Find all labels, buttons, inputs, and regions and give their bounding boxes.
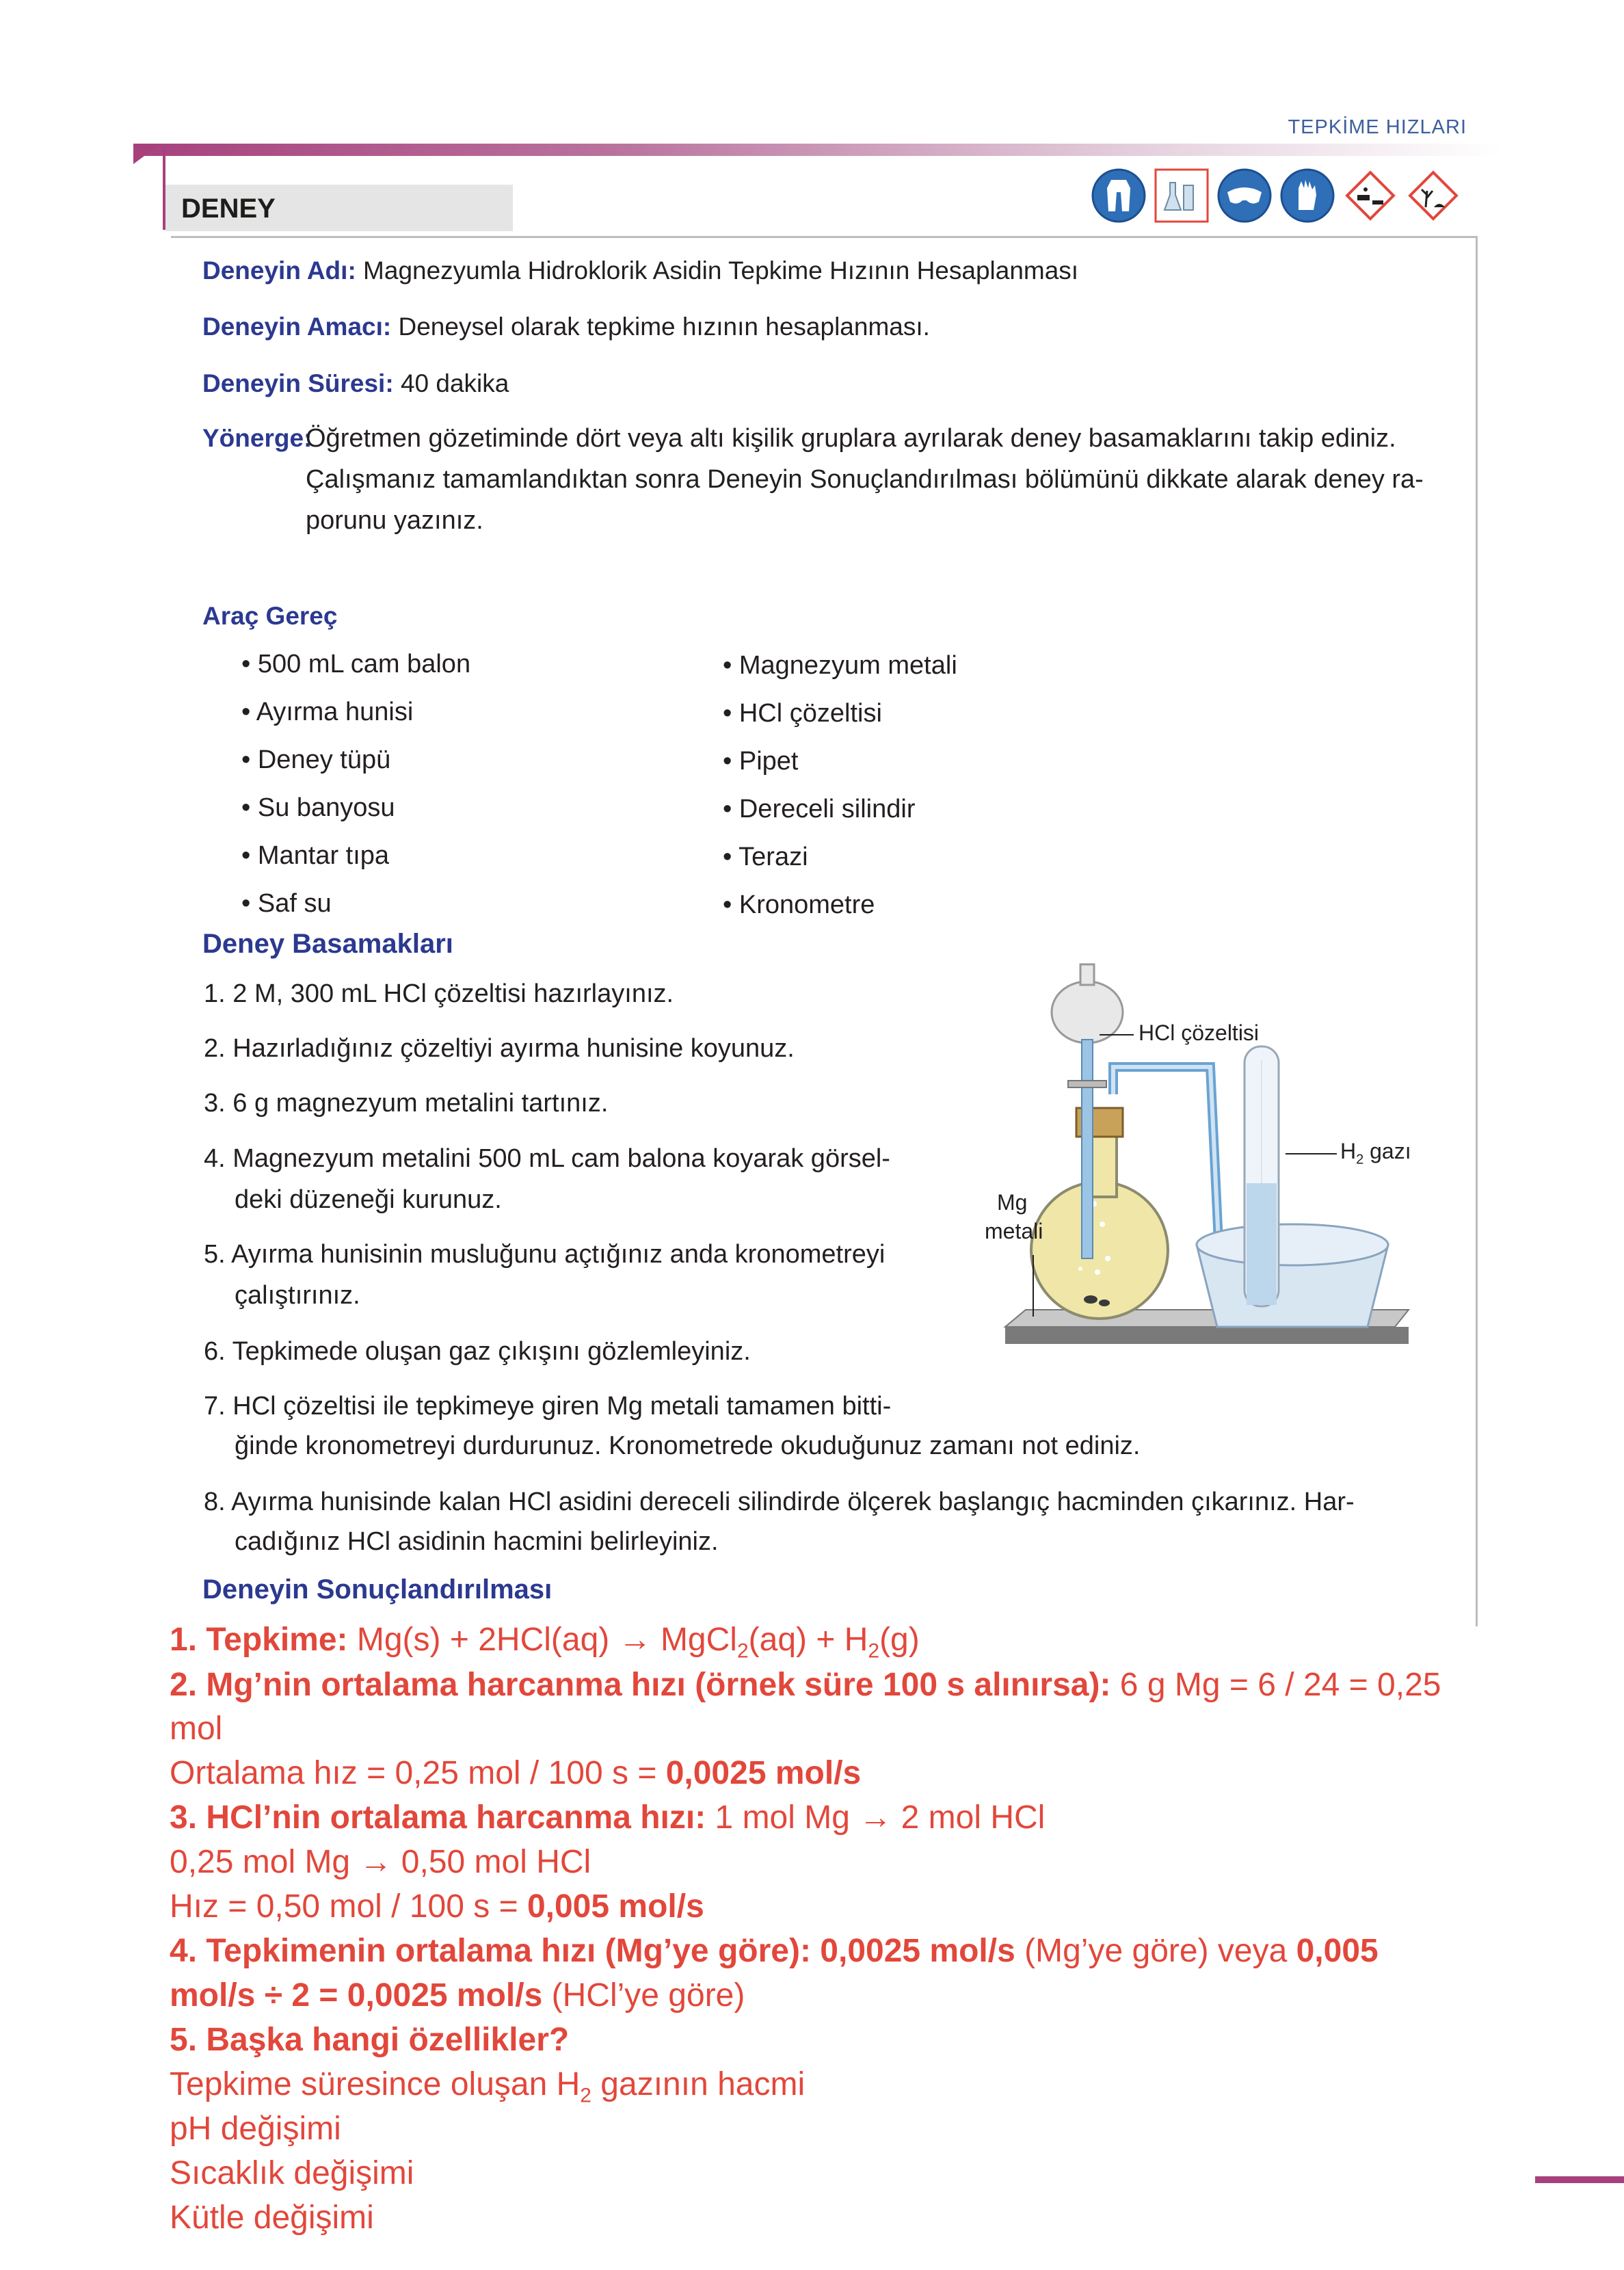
experiment-purpose-value: Deneysel olarak tepkime hızının hesaplanması.: [398, 313, 930, 341]
step-7-cont: ğinde kronometreyi durdurunuz. Kronometrede okuduğunuz zamanı not ediniz.: [235, 1431, 1141, 1460]
safety-icons: [1091, 168, 1461, 224]
experiment-name-value: Magnezyumla Hidroklorik Asidin Tepkime Hızının Hesaplanması: [363, 256, 1079, 285]
mg-leader-line: [1033, 1255, 1034, 1317]
answer-3b: 0,25 mol Mg → 0,50 mol HCl: [170, 1844, 591, 1880]
h2-leader-line: [1286, 1153, 1337, 1154]
answer-4-cont: mol/s ÷ 2 = 0,0025 mol/s (HCl’ye göre): [170, 1977, 745, 2014]
mg-label-line-1: Mg: [997, 1190, 1028, 1215]
material-left-3: • Deney tüpü: [241, 745, 391, 774]
hcl-leader-line: [1100, 1034, 1134, 1035]
answer-5-line-3: Sıcaklık değişimi: [170, 2155, 414, 2191]
experiment-duration-label: Deneyin Süresi:: [202, 369, 394, 397]
step-7: 7. HCl çözeltisi ile tepkimeye giren Mg metali tamamen bitti-: [204, 1392, 892, 1421]
page-edge-accent: [1535, 2176, 1624, 2183]
step-8-cont: cadığınız HCl asidinin hacmini belirleyiniz.: [235, 1527, 719, 1556]
experiment-name-label: Deneyin Adı:: [202, 256, 356, 285]
answer-3c: Hız = 0,50 mol / 100 s = 0,005 mol/s: [170, 1888, 704, 1925]
mg-label-line-2: metali: [985, 1219, 1043, 1243]
material-right-5: • Terazi: [723, 843, 808, 871]
step-4-cont: deki düzeneği kurunuz.: [235, 1185, 502, 1214]
step-2: 2. Hazırladığınız çözeltiyi ayırma hunisine koyunuz.: [204, 1034, 795, 1063]
material-left-4: • Su banyosu: [241, 793, 395, 822]
material-right-1: • Magnezyum metali: [723, 651, 957, 680]
experiment-purpose: [202, 313, 930, 341]
material-right-2: • HCl çözeltisi: [723, 699, 882, 728]
answer-4: 4. Tepkimenin ortalama hızı (Mg’ye göre): 0,0025 mol/s (Mg’ye göre) veya 0,005: [170, 1933, 1379, 1969]
experiment-duration-value: 40 dakika: [400, 369, 509, 397]
experiment-purpose-label: Deneyin Amacı:: [202, 313, 392, 341]
instruction-line-3: porunu yazınız.: [306, 506, 483, 535]
instruction-line-1: Öğretmen gözetiminde dört veya altı kişilik gruplara ayrılarak deney basamaklarını takip ediniz.: [306, 424, 1396, 453]
step-3: 3. 6 g magnezyum metalini tartınız.: [204, 1089, 609, 1118]
corrosive-hazard-icon: [1342, 168, 1398, 224]
answer-5-line-2: pH değişimi: [170, 2111, 341, 2147]
materials-heading: Araç Gereç: [202, 602, 338, 630]
answer-2b: Ortalama hız = 0,25 mol / 100 s = 0,0025 mol/s: [170, 1755, 862, 1791]
gloves-icon: [1279, 168, 1335, 224]
section-title: TEPKİME HIZLARI: [1288, 116, 1467, 138]
glassware-icon: [1154, 168, 1210, 224]
material-left-1: • 500 mL cam balon: [241, 650, 471, 678]
material-left-5: • Mantar tıpa: [241, 841, 390, 870]
conclusion-heading: Deneyin Sonuçlandırılması: [202, 1574, 553, 1605]
material-left-6: • Saf su: [241, 889, 332, 918]
experiment-name: [202, 256, 1078, 285]
material-right-3: • Pipet: [723, 747, 799, 776]
material-right-6: • Kronometre: [723, 890, 875, 919]
accent-notch: [133, 144, 161, 164]
step-5: 5. Ayırma hunisinin musluğunu açtığınız anda kronometreyi: [204, 1240, 886, 1269]
answer-5-line-1: Tepkime süresince oluşan $H_2$ gazının hacmi: [170, 2066, 806, 2107]
answer-2: 2. Mg’nin ortalama harcanma hızı (örnek süre 100 s alınırsa): 6 g Mg = 6 / 24 = 0,25: [170, 1667, 1441, 1703]
environment-hazard-icon: [1405, 168, 1461, 224]
step-1: 1. 2 M, 300 mL HCl çözeltisi hazırlayınız.: [204, 979, 674, 1008]
instruction-line-2: Çalışmanız tamamlandıktan sonra Deneyin Sonuçlandırılması bölümünü dikkate alarak deney ra-: [306, 465, 1424, 494]
deney-label: DENEY: [181, 194, 276, 224]
step-5-cont: çalıştırınız.: [235, 1281, 360, 1310]
answer-3: 3. HCl’nin ortalama harcanma hızı: 1 mol Mg → 2 mol HCl: [170, 1799, 1046, 1836]
hcl-label: HCl çözeltisi: [1139, 1020, 1260, 1045]
answer-2-cont: mol: [170, 1711, 223, 1747]
step-6: 6. Tepkimede oluşan gaz çıkışını gözlemleyiniz.: [204, 1337, 751, 1366]
material-left-2: • Ayırma hunisi: [241, 698, 414, 726]
instruction-label: Yönerge:: [202, 424, 312, 452]
h2-gas-label: $H_2$ gazı: [1340, 1139, 1411, 1167]
step-8: 8. Ayırma hunisinde kalan HCl asidini dereceli silindirde ölçerek başlangıç hacminden çıkarınız. Har-: [204, 1488, 1355, 1516]
goggles-icon: [1216, 168, 1273, 224]
steps-heading: Deney Basamakları: [202, 929, 453, 959]
top-accent-bar: [133, 144, 1501, 156]
step-4: 4. Magnezyum metalini 500 mL cam balona koyarak görsel-: [204, 1144, 890, 1173]
answer-1: 1. Tepkime: Mg(s) + 2HCl(aq) → MgCl$_2$(aq) + $H_2(g)$: [170, 1622, 920, 1663]
lab-coat-icon: [1091, 168, 1147, 224]
experiment-duration: [202, 369, 509, 398]
answer-5-line-4: Kütle değişimi: [170, 2200, 374, 2236]
material-right-4: • Dereceli silindir: [723, 795, 916, 823]
answer-5: 5. Başka hangi özellikler?: [170, 2022, 570, 2058]
